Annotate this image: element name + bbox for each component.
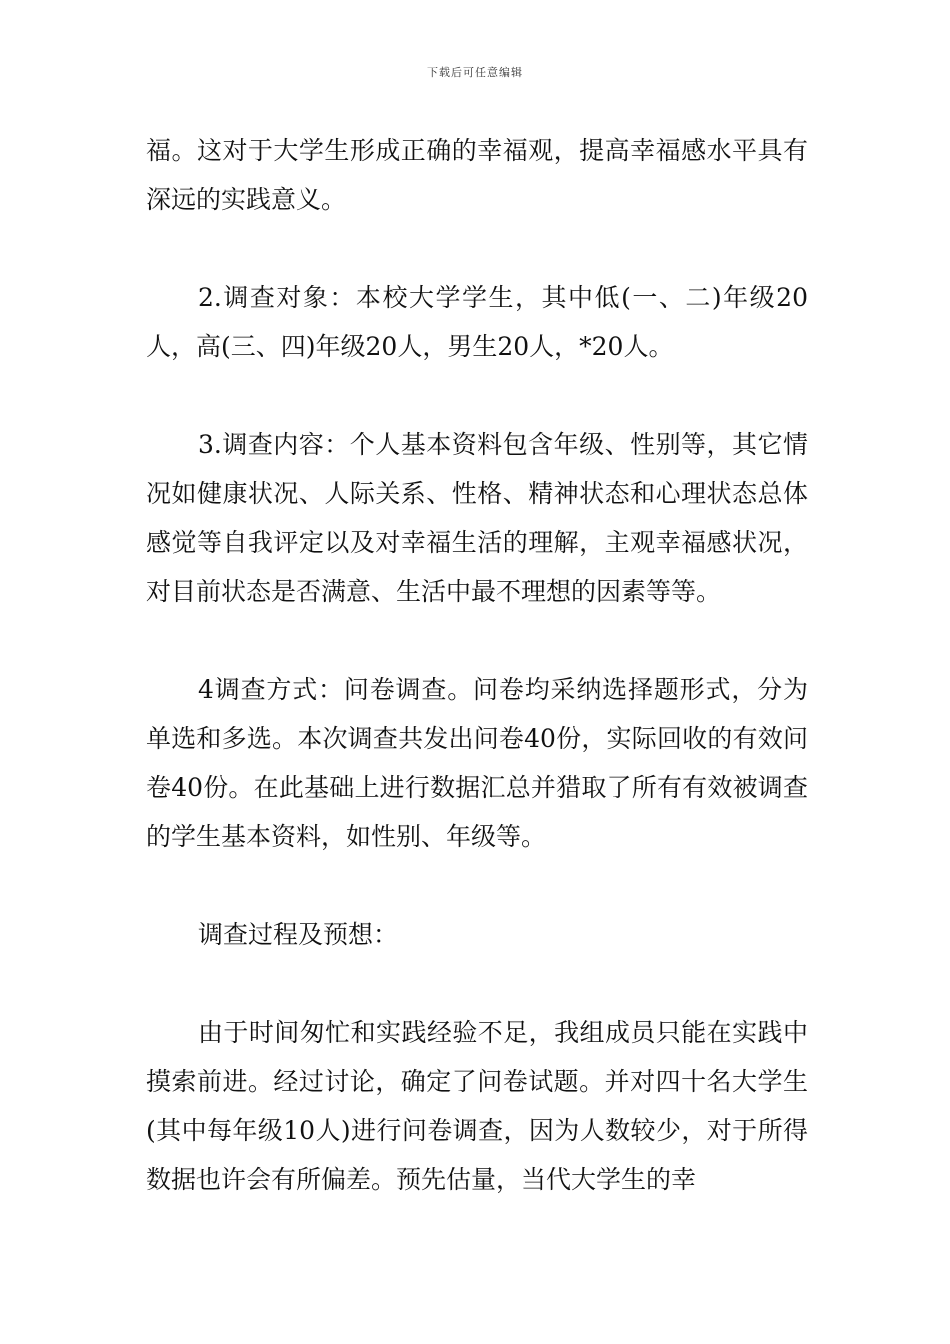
paragraph-intro-continuation: 福。这对于大学生形成正确的幸福观，提高幸福感水平具有深远的实践意义。 (146, 136, 808, 214)
paragraph-process-details: 由于时间匆忙和实践经验不足，我组成员只能在实践中摸索前进。经过讨论，确定了问卷试题。并对四十名大学生(其中每年级10人)进行问卷调查，因为人数较少，对于所得数据也许会有所偏差。预先估量，当代大学生的幸 (146, 1018, 808, 1194)
section-heading-process: 调查过程及预想： (198, 920, 399, 949)
paragraph-survey-subjects: 2.调查对象：本校大学学生，其中低(一、二)年级20人，高(三、四)年级20人，男生20人，*20人。 (146, 283, 808, 361)
page-header: 下载后可任意编辑 (427, 66, 523, 79)
document-body (146, 126, 808, 1204)
paragraph-survey-method: 4调查方式：问卷调查。问卷均采纳选择题形式，分为单选和多选。本次调查共发出问卷40份，实际回收的有效问卷40份。在此基础上进行数据汇总并猎取了所有有效被调查的学生基本资料，如性别、年级等。 (146, 675, 808, 851)
paragraph-survey-content: 3.调查内容：个人基本资料包含年级、性别等，其它情况如健康状况、人际关系、性格、精神状态和心理状态总体感觉等自我评定以及对幸福生活的理解，主观幸福感状况，对目前状态是否满意、生活中最不理想的因素等等。 (146, 430, 808, 606)
